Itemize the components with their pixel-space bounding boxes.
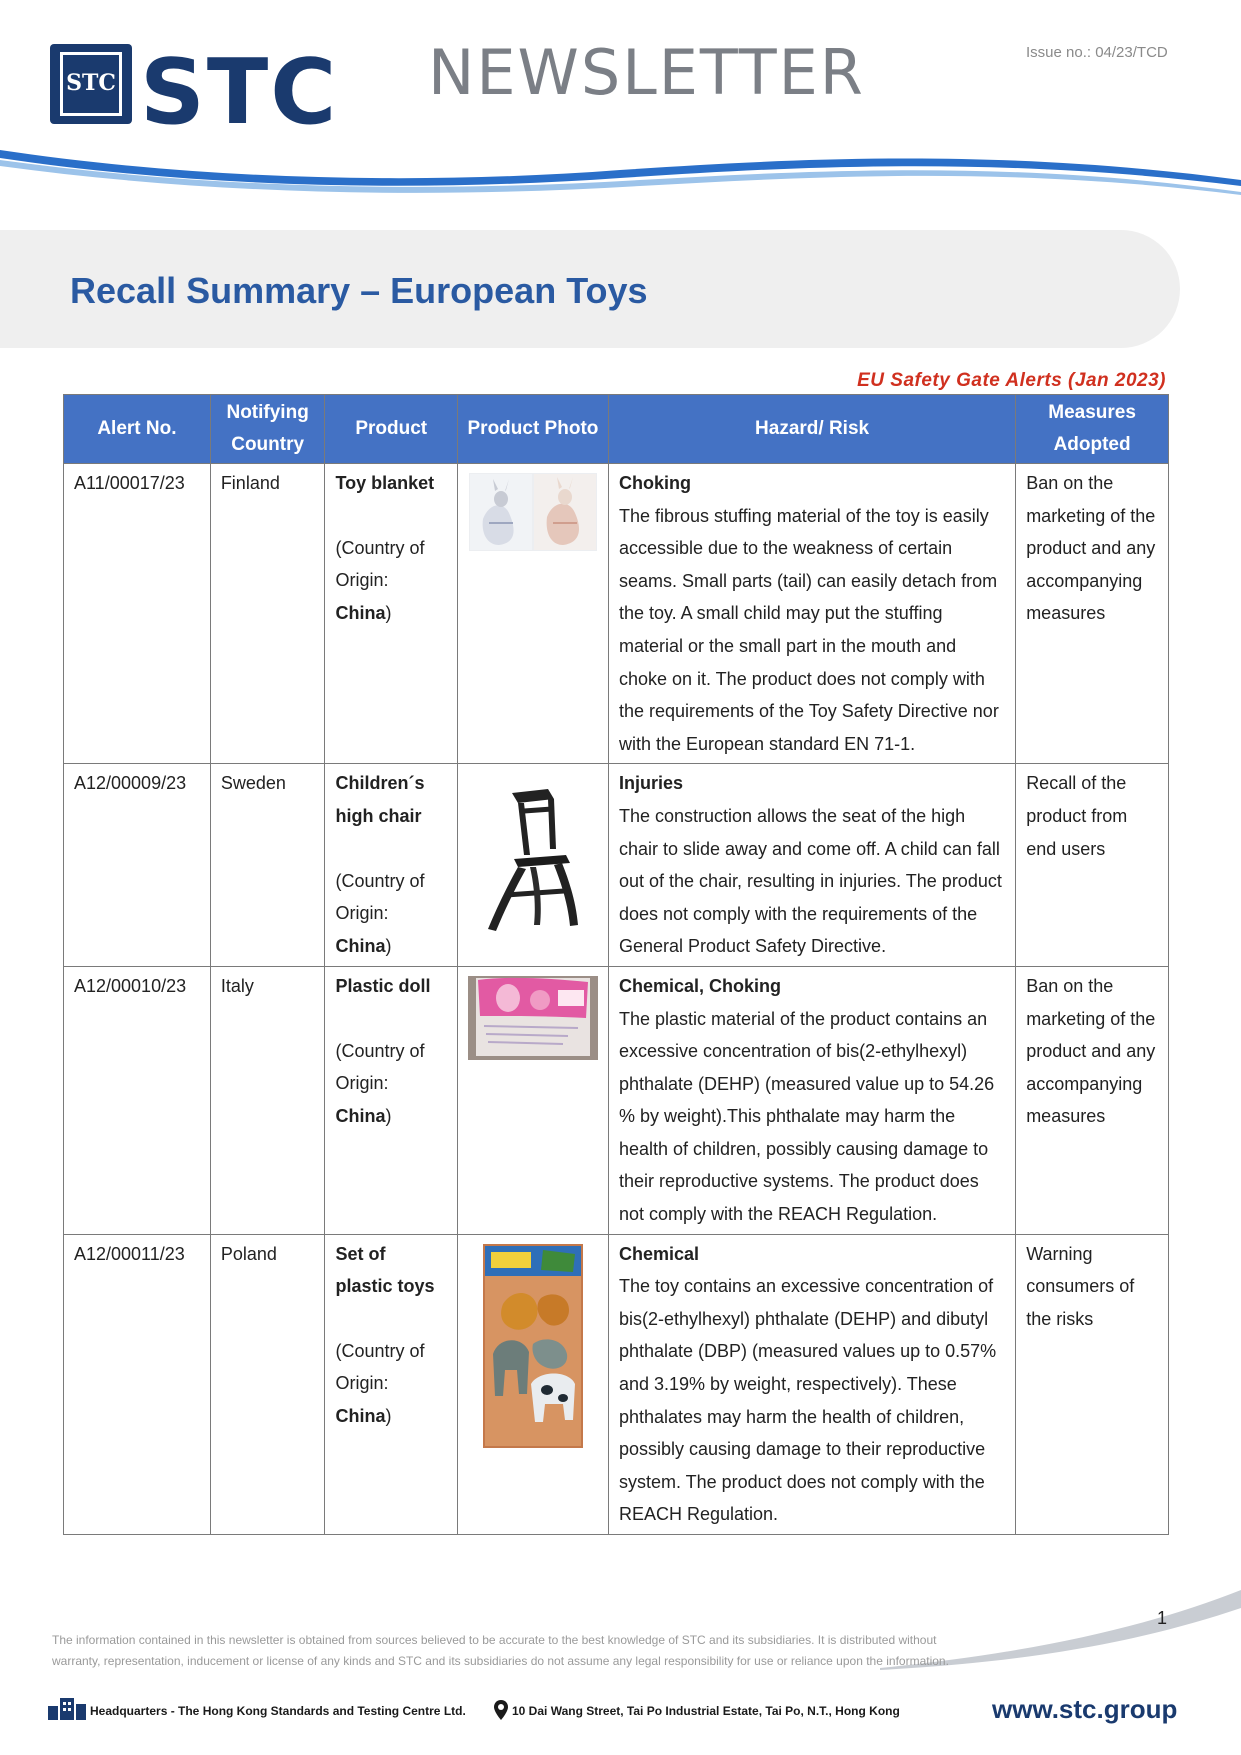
product-name: Toy blanket [335, 473, 435, 493]
plastic-doll-photo-icon [468, 976, 598, 1060]
table-row [64, 464, 1169, 764]
col-header-hazard: Hazard/ Risk [608, 395, 1015, 464]
hazard-text: The construction allows the seat of the high chair to slide away and come off. A child can fall out of the chair, resulting in injuries. The product does not comply with the requirements of the General Product Safety Directive. [618, 805, 1002, 957]
recall-table [63, 394, 1169, 1535]
newsletter-heading: NEWSLETTER [428, 36, 865, 109]
photo-cell [457, 464, 608, 764]
plastic-toys-photo-icon [483, 1244, 583, 1448]
origin-close: ) [385, 602, 392, 623]
disclaimer [52, 1630, 949, 1672]
product-name: Set of plastic toys [335, 1243, 435, 1297]
issue-number: Issue no.: 04/23/TCD [1026, 44, 1168, 61]
headquarters-text: Headquarters - The Hong Kong Standards and Testing Centre Ltd. [90, 1704, 466, 1718]
origin-country: China [335, 1105, 386, 1126]
country-cell: Sweden [210, 764, 325, 967]
logo-text: STC [140, 40, 339, 145]
col-header-alert-no: Alert No. [64, 395, 211, 464]
high-chair-photo-icon [478, 785, 588, 935]
country-cell: Finland [210, 464, 325, 764]
origin-close: ) [385, 1406, 392, 1427]
photo-cell [457, 1234, 608, 1534]
product-cell [325, 464, 457, 764]
disclaimer-line-2: warranty, representation, inducement or license of any kinds and STC and its subsidiaries do not assume any legal responsibility for use or reliance upon the information. [52, 1654, 949, 1668]
table-header-row [64, 395, 1169, 464]
measures-cell: Recall of the product from end users [1016, 764, 1169, 967]
origin-country: China [335, 1406, 386, 1427]
origin-close: ) [385, 1105, 392, 1126]
hazard-text: The toy contains an excessive concentration of bis(2-ethylhexyl) phthalate (DEHP) and dibutyl phthalate (DBP) (measured values up to 0.57% and 3.19% by weight, respectively). These phthalates may harm the health of children, possibly causing damage to their reproductive system. The product does not comply with the REACH Regulation. [618, 1276, 997, 1525]
measures-cell: Ban on the marketing of the product and any accompanying measures [1016, 464, 1169, 764]
hazard-title: Chemical, Choking [618, 975, 781, 996]
product-cell [325, 764, 457, 967]
location-pin-icon [494, 1700, 508, 1720]
alert-no-cell: A12/00010/23 [64, 966, 211, 1234]
website-link[interactable]: www.stc.group [992, 1694, 1178, 1724]
stc-logo [50, 40, 350, 145]
address-text: 10 Dai Wang Street, Tai Po Industrial Estate, Tai Po, N.T., Hong Kong [512, 1704, 900, 1718]
hazard-text: The fibrous stuffing material of the toy is easily accessible due to the weakness of certain seams. Small parts (tail) can easily detach from the toy. A small child may put the stuffing material or the small part in the mouth and choke on it. The product does not comply with the requirements of the Toy Safety Directive nor with the European standard EN 71-1. [618, 505, 999, 754]
hazard-cell [608, 1234, 1015, 1534]
building-icon [48, 1696, 86, 1720]
alert-no-cell: A12/00011/23 [64, 1234, 211, 1534]
stc-logo-mark [50, 44, 132, 124]
col-header-notifying-country: Notifying Country [210, 395, 325, 464]
hazard-title: Choking [618, 473, 691, 493]
hazard-title: Chemical [618, 1243, 699, 1264]
header-swoosh [0, 140, 1241, 200]
page-title: Recall Summary – European Toys [70, 270, 648, 311]
hazard-text: The plastic material of the product contains an excessive concentration of bis(2-ethylhexyl) phthalate (DEHP) (measured value up to 54.26 % by weight).This phthalate may harm the health of children, possibly causing damage to their reproductive systems. The product does not comply with the REACH Regulation. [618, 1008, 995, 1225]
country-cell: Poland [210, 1234, 325, 1534]
col-header-measures: Measures Adopted [1016, 395, 1169, 464]
measures-cell: Warning consumers of the risks [1016, 1234, 1169, 1534]
col-header-product-photo: Product Photo [457, 395, 608, 464]
toy-blanket-photo-icon [469, 473, 597, 551]
origin-label: (Country of Origin: [335, 1040, 425, 1094]
product-name: Plastic doll [335, 975, 431, 996]
country-cell: Italy [210, 966, 325, 1234]
table-row [64, 764, 1169, 967]
origin-label: (Country of Origin: [335, 870, 425, 924]
origin-country: China [335, 602, 386, 623]
origin-country: China [335, 935, 386, 956]
product-cell [325, 966, 457, 1234]
table-row [64, 966, 1169, 1234]
page-number: 1 [1157, 1608, 1168, 1628]
photo-cell [457, 764, 608, 967]
alert-no-cell: A11/00017/23 [64, 464, 211, 764]
logo-mark-text: STC [66, 70, 116, 96]
origin-label: (Country of Origin: [335, 537, 425, 591]
measures-cell: Ban on the marketing of the product and any accompanying measures [1016, 966, 1169, 1234]
table-row [64, 1234, 1169, 1534]
product-cell [325, 1234, 457, 1534]
alerts-caption: EU Safety Gate Alerts (Jan 2023) [857, 370, 1166, 391]
origin-close: ) [385, 935, 392, 956]
hazard-cell [608, 966, 1015, 1234]
hazard-cell [608, 764, 1015, 967]
disclaimer-line-1: The information contained in this newsletter is obtained from sources believed to be accurate to the best knowledge of STC and its subsidiaries. It is distributed without [52, 1633, 937, 1647]
origin-label: (Country of Origin: [335, 1340, 425, 1394]
photo-cell [457, 966, 608, 1234]
product-name: Children´s high chair [335, 773, 425, 826]
col-header-product: Product [325, 395, 457, 464]
hazard-title: Injuries [618, 773, 683, 794]
hazard-cell [608, 464, 1015, 764]
alert-no-cell: A12/00009/23 [64, 764, 211, 967]
